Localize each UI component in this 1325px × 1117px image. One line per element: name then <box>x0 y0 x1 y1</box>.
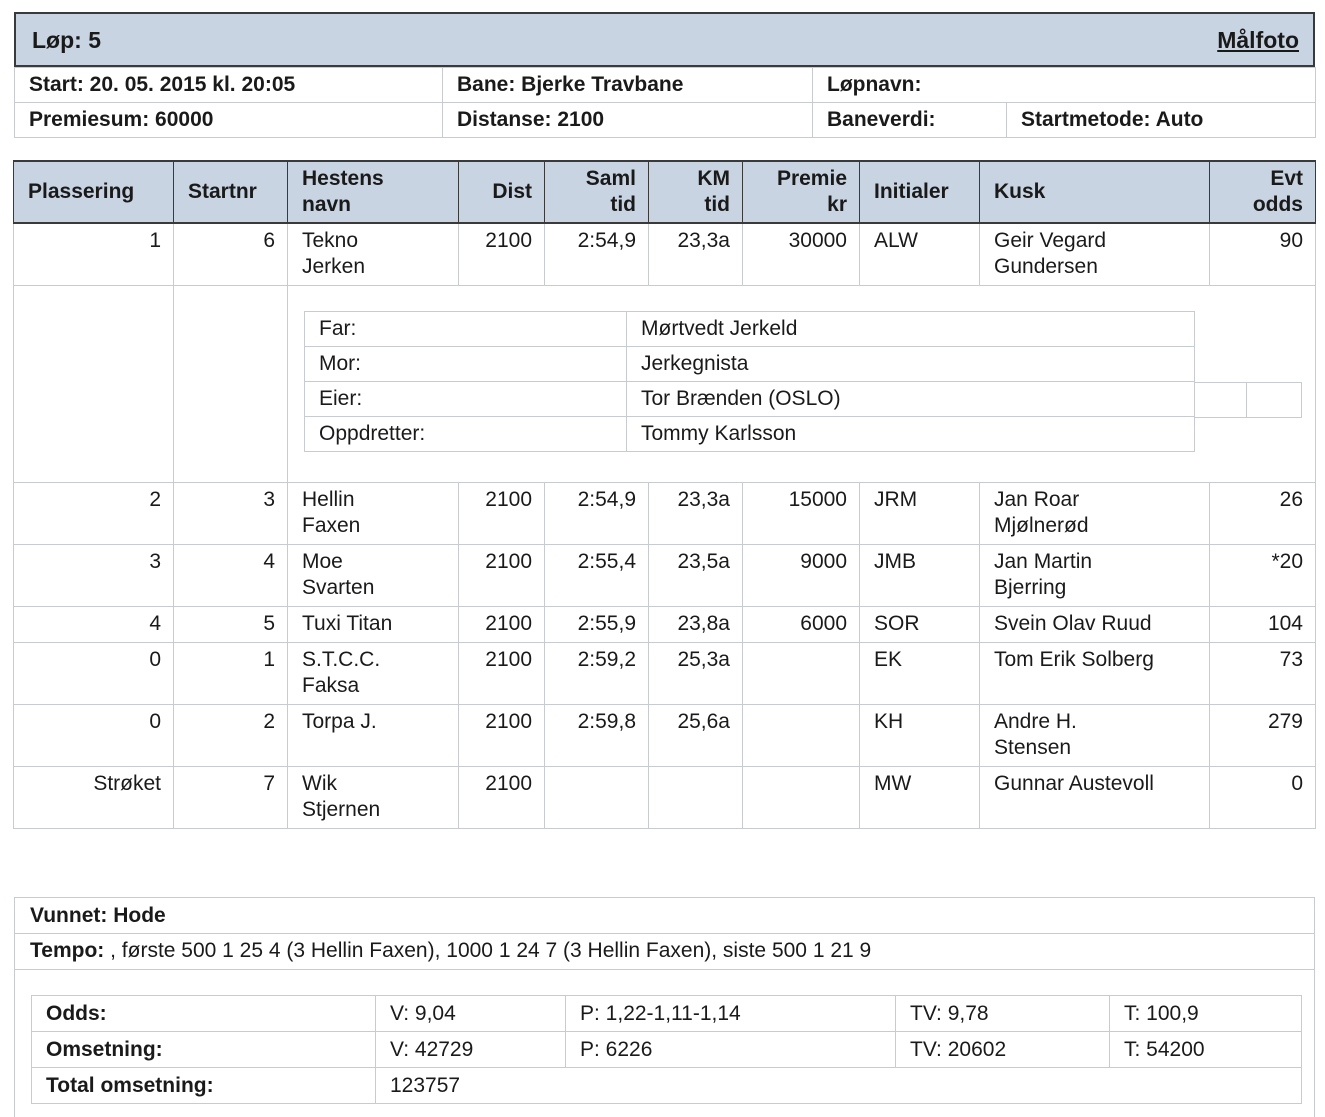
track-value: Baneverdi: <box>813 103 1007 138</box>
table-row: 4 5 Tuxi Titan 2100 2:55,9 23,8a 6000 SOR Svein Olav Ruud 104 <box>14 606 1316 642</box>
won-by: Vunnet: Hode <box>30 904 166 927</box>
col-initials: Initialer <box>860 161 980 223</box>
col-prize: Premie kr <box>743 161 860 223</box>
race-header-bar <box>14 12 1315 67</box>
race-info-table <box>14 67 1316 138</box>
track-name: Bane: Bjerke Travbane <box>443 68 813 103</box>
results-header-row <box>14 161 1316 223</box>
race-number: Løp: 5 <box>32 27 101 53</box>
pedigree-row-dam: Mor: Jerkegnista <box>305 347 1195 382</box>
col-driver: Kusk <box>980 161 1210 223</box>
table-row: 3 4 Moe Svarten 2100 2:55,4 23,5a 9000 JMB Jan Martin Bjerring *20 <box>14 544 1316 606</box>
prize-sum: Premiesum: 60000 <box>15 103 443 138</box>
table-row: Strøket 7 Wik Stjernen 2100 MW Gunnar Austevoll 0 <box>14 766 1316 828</box>
photo-finish-link[interactable]: Målfoto <box>1217 27 1299 53</box>
col-odds: Evt odds <box>1210 161 1316 223</box>
col-startnr: Startnr <box>174 161 288 223</box>
col-dist: Dist <box>459 161 545 223</box>
start-method: Startmetode: Auto <box>1007 103 1316 138</box>
table-row: 1 6 Tekno Jerken 2100 2:54,9 23,3a 30000 ALW Geir Vegard Gundersen 90 <box>14 223 1316 285</box>
total-turnover-row: Total omsetning: 123757 <box>32 1068 1302 1104</box>
pedigree-row-breeder: Oppdretter: Tommy Karlsson <box>305 417 1195 452</box>
pedigree-row-owner: Eier: Tor Brænden (OSLO) <box>305 382 1195 417</box>
pedigree-row-sire: Far: Mørtvedt Jerkeld <box>305 312 1195 347</box>
table-row: 2 3 Hellin Faxen 2100 2:54,9 23,3a 15000 JRM Jan Roar Mjølnerød 26 <box>14 482 1316 544</box>
owner-extra-cells <box>1194 382 1302 418</box>
col-km-time: KM tid <box>649 161 743 223</box>
odds-table <box>31 995 1302 1104</box>
tempo-line: Tempo: , første 500 1 25 4 (3 Hellin Faxen), 1000 1 24 7 (3 Hellin Faxen), siste 500 1 21 9 <box>30 939 872 962</box>
col-total-time: Saml tid <box>545 161 649 223</box>
results-table <box>13 160 1316 829</box>
turnover-row: Omsetning: V: 42729 P: 6226 TV: 20602 T: 54200 <box>32 1032 1302 1068</box>
col-horse-name: Hestens navn <box>288 161 459 223</box>
table-row: 0 1 S.T.C.C. Faksa 2100 2:59,2 25,3a EK Tom Erik Solberg 73 <box>14 642 1316 704</box>
race-name: Løpnavn: <box>813 68 1316 103</box>
col-placement: Plassering <box>14 161 174 223</box>
table-row: 0 2 Torpa J. 2100 2:59,8 25,6a KH Andre H. Stensen 279 <box>14 704 1316 766</box>
pedigree-table <box>304 311 1195 452</box>
odds-row: Odds: V: 9,04 P: 1,22-1,11-1,14 TV: 9,78 T: 100,9 <box>32 996 1302 1032</box>
distance: Distanse: 2100 <box>443 103 813 138</box>
start-time: Start: 20. 05. 2015 kl. 20:05 <box>15 68 443 103</box>
